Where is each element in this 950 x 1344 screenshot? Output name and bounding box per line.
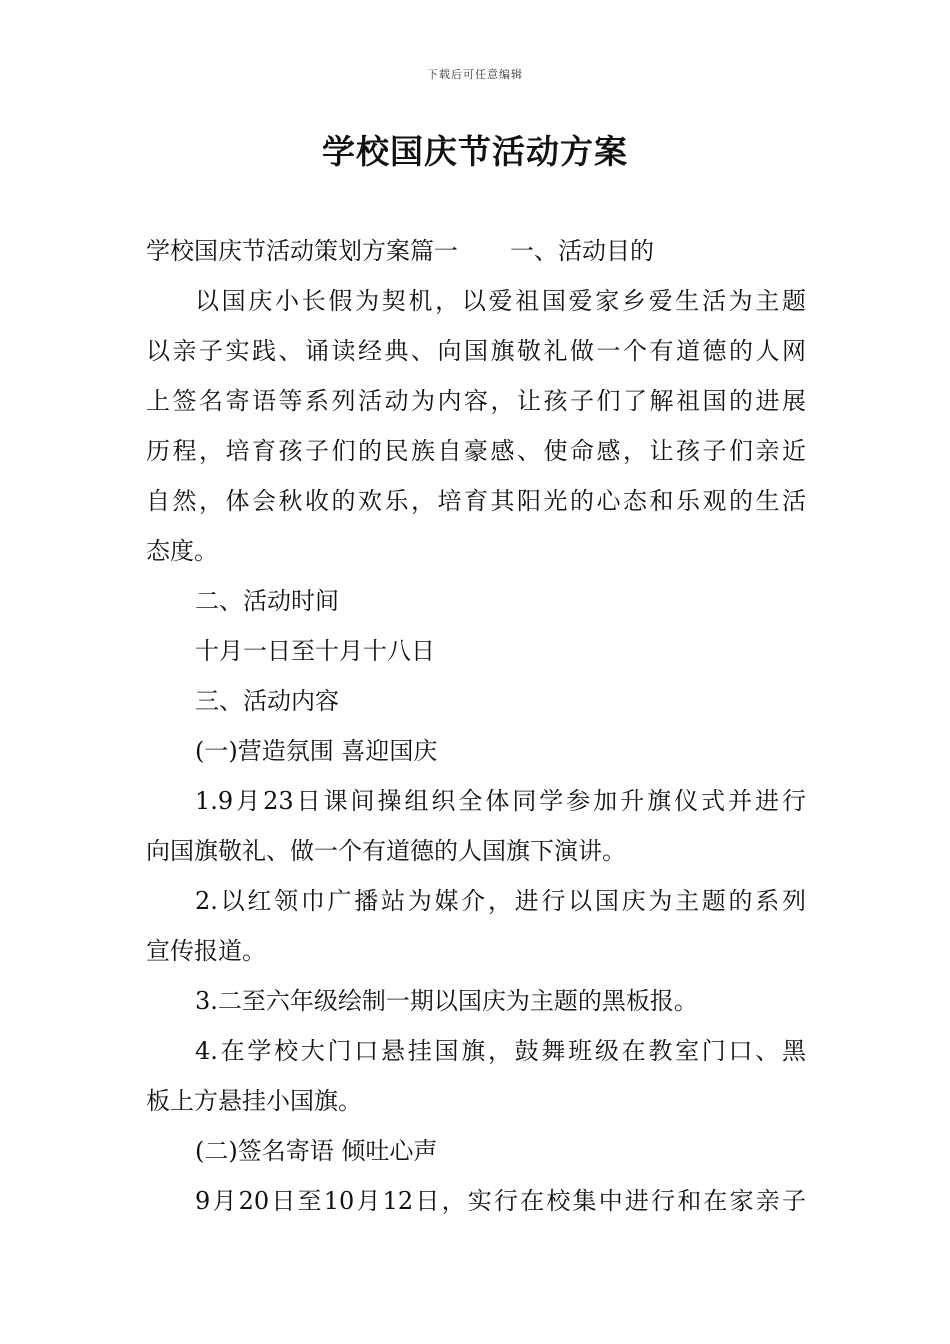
body-line [146, 226, 806, 276]
body-line: 以亲子实践、诵读经典、向国旗敬礼做一个有道德的人网 [146, 337, 806, 365]
body-line: 宣传报道。 [146, 937, 266, 965]
subsection-heading: (二)签名寄语 倾吐心声 [195, 1137, 438, 1165]
subtitle-text: 学校国庆节活动策划方案篇一 [146, 237, 458, 265]
header-note: 下载后可任意编辑 [427, 68, 523, 81]
body-line: 十月一日至十月十八日 [195, 637, 435, 665]
body-line: 1.9月23日课间操组织全体同学参加升旗仪式并进行 [195, 787, 806, 815]
section-heading: 二、活动时间 [195, 587, 339, 615]
body-line: 板上方悬挂小国旗。 [146, 1087, 362, 1115]
body-line: 2.以红领巾广播站为媒介，进行以国庆为主题的系列 [195, 887, 806, 915]
body-line: 4.在学校大门口悬挂国旗，鼓舞班级在教室门口、黑 [195, 1037, 806, 1065]
body-line: 以国庆小长假为契机，以爱祖国爱家乡爱生活为主题 [195, 287, 806, 315]
section-heading: 三、活动内容 [195, 687, 339, 715]
subsection-heading: (一)营造氛围 喜迎国庆 [195, 737, 438, 765]
body-line: 9月20日至10月12日，实行在校集中进行和在家亲子 [195, 1187, 806, 1215]
body-line: 历程，培育孩子们的民族自豪感、使命感，让孩子们亲近 [146, 437, 806, 465]
body-line: 上签名寄语等系列活动为内容，让孩子们了解祖国的进展 [146, 387, 806, 415]
body-line: 自然，体会秋收的欢乐，培育其阳光的心态和乐观的生活 [146, 487, 806, 515]
body-line: 向国旗敬礼、做一个有道德的人国旗下演讲。 [146, 837, 626, 865]
body-line: 3.二至六年级绘制一期以国庆为主题的黑板报。 [195, 987, 698, 1015]
document-title: 学校国庆节活动方案 [322, 132, 628, 171]
body-line: 态度。 [146, 537, 218, 565]
section-heading: 一、活动目的 [510, 237, 654, 265]
document-body [146, 226, 806, 1226]
